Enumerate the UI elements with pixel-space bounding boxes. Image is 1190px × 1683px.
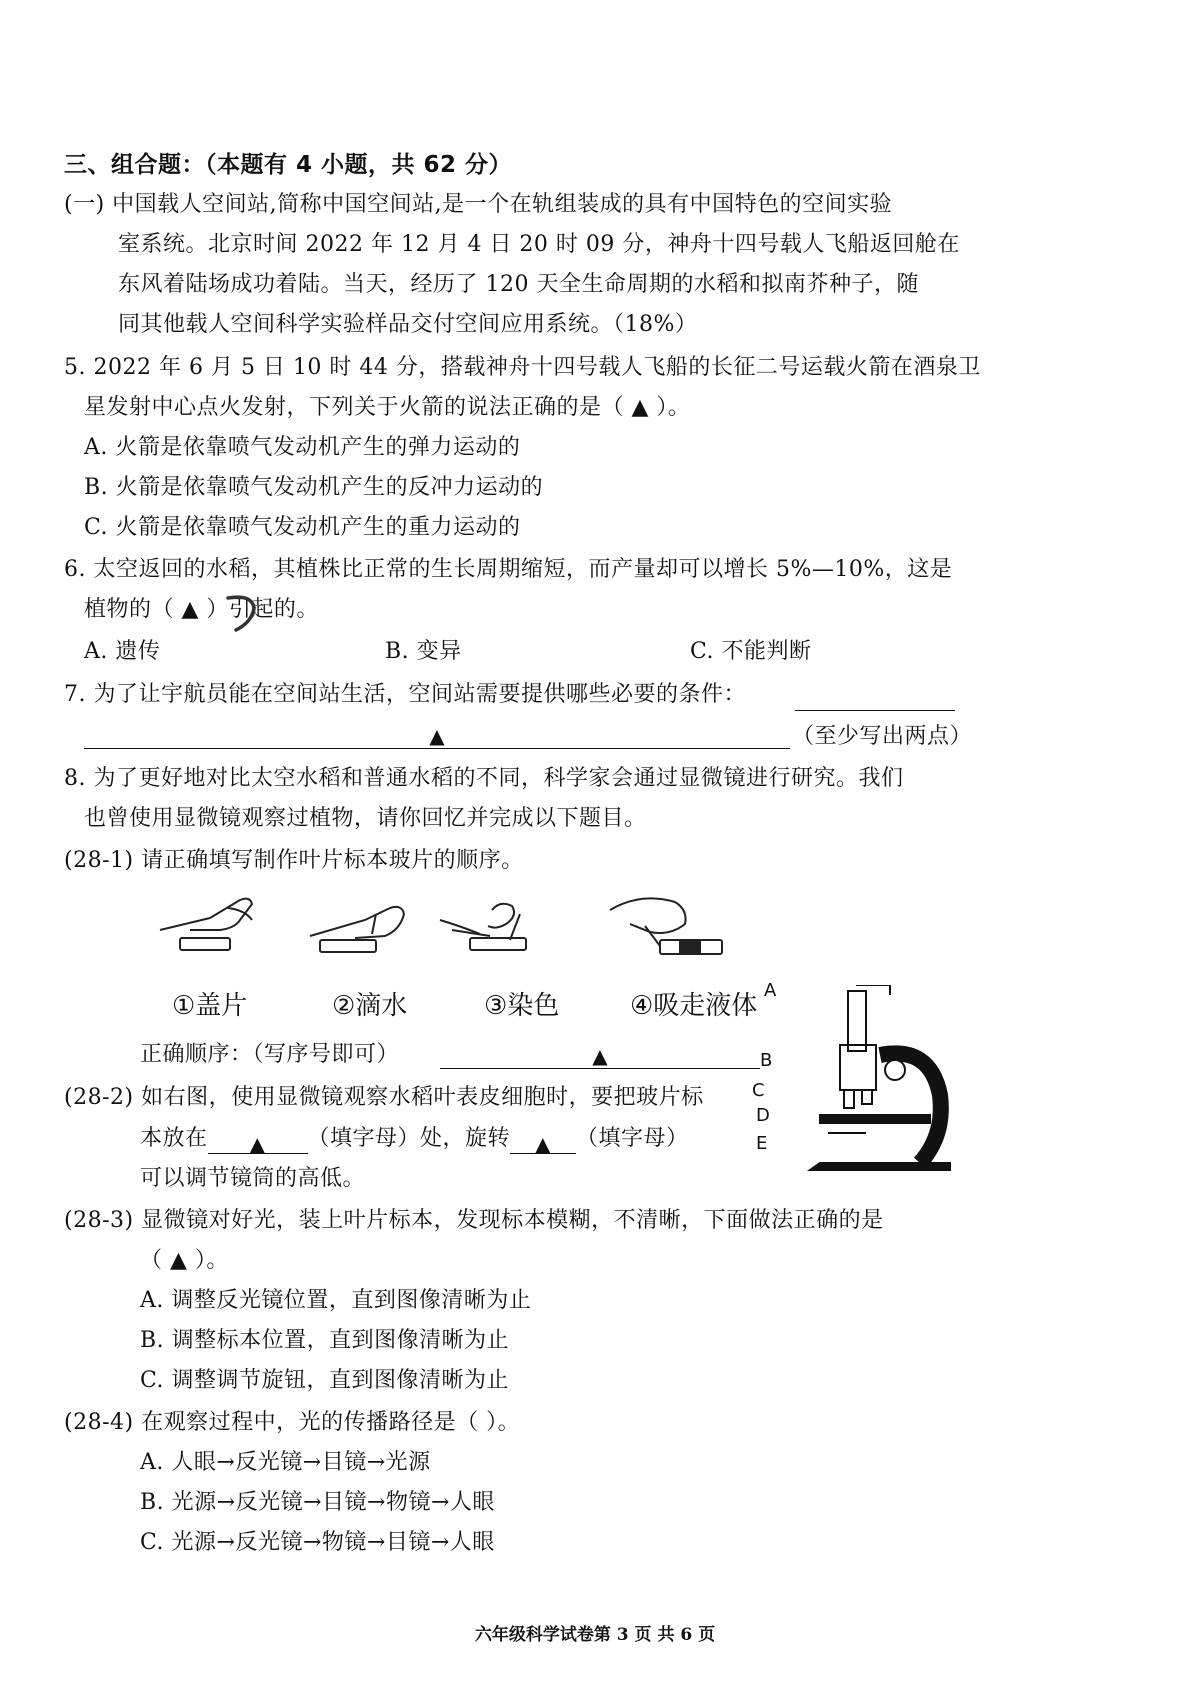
- q6-option-a: A. 遗传: [84, 639, 161, 664]
- answer-marker: ▲: [535, 1132, 551, 1156]
- order-label: 正确顺序：（写序号即可）: [140, 1042, 400, 1067]
- q28-4-text: (28-4) 在观察过程中，光的传播路径是（ ）。: [64, 1410, 521, 1435]
- intro-line-2: 室系统。北京时间 2022 年 12 月 4 日 20 时 09 分，神舟十四号载人飞船返回舱在: [118, 232, 960, 257]
- q6-option-b: B. 变异: [385, 639, 462, 664]
- microscope-diagram: [752, 980, 980, 1180]
- q8-line-1: 8. 为了更好地对比太空水稻和普通水稻的不同，科学家会通过显微镜进行研究。我们: [64, 766, 904, 791]
- q28-2-line-2: [140, 1124, 689, 1154]
- q28-3-option-b: B. 调整标本位置，直到图像清晰为止: [140, 1328, 510, 1353]
- step-4-label: ④吸走液体: [630, 991, 758, 1021]
- knob-answer-blank[interactable]: [510, 1129, 576, 1154]
- q7-answer-blank-1[interactable]: [795, 686, 955, 711]
- q28-3-line-2: （ ▲ ）。: [140, 1248, 229, 1273]
- stage-answer-blank[interactable]: [208, 1129, 308, 1154]
- q28-2-text-c: （填字母）: [576, 1126, 689, 1151]
- q28-2-line-3: 可以调节镜筒的高低。: [140, 1166, 366, 1191]
- answer-marker: ▲: [592, 1044, 608, 1068]
- q7-line-1: 7. 为了让宇航员能在空间站生活，空间站需要提供哪些必要的条件：: [64, 682, 746, 707]
- q28-4-option-c: C. 光源→反光镜→物镜→目镜→人眼: [140, 1530, 495, 1555]
- label-d: D: [756, 1105, 770, 1126]
- q28-2-line-1: (28-2) 如右图，使用显微镜观察水稻叶表皮细胞时，要把玻片标: [64, 1085, 704, 1110]
- q8-line-2: 也曾使用显微镜观察过植物，请你回忆并完成以下题目。: [84, 806, 647, 831]
- step-2-label: ②滴水: [332, 991, 408, 1021]
- label-a: A: [764, 980, 777, 1001]
- q28-3-option-a: A. 调整反光镜位置，直到图像清晰为止: [140, 1288, 532, 1313]
- q7-answer-blank-2[interactable]: [84, 724, 790, 749]
- intro-line-4: 同其他载人空间科学实验样品交付空间应用系统。（18%）: [118, 312, 698, 337]
- q5-line-1: 5. 2022 年 6 月 5 日 10 时 44 分，搭载神舟十四号载人飞船的长征二号运载火箭在酒泉卫: [64, 355, 981, 380]
- q6-line-1: 6. 太空返回的水稻，其植株比正常的生长周期缩短，而产量却可以增长 5%—10%，这是: [64, 557, 953, 582]
- q5-option-c: C. 火箭是依靠喷气发动机产生的重力运动的: [84, 515, 521, 540]
- q28-2-text-b: （填字母）处，旋转: [307, 1126, 511, 1151]
- q28-1-text: (28-1) 请正确填写制作叶片标本玻片的顺序。: [64, 848, 524, 873]
- q5-option-b: B. 火箭是依靠喷气发动机产生的反冲力运动的: [84, 475, 544, 500]
- q28-4-option-a: A. 人眼→反光镜→目镜→光源: [140, 1450, 431, 1475]
- intro-line-3: 东风着陆场成功着陆。当天，经历了 120 天全生命周期的水稻和拟南芥种子，随: [118, 272, 919, 297]
- order-answer-blank[interactable]: [440, 1044, 760, 1069]
- q5-line-2: 星发射中心点火发射，下列关于火箭的说法正确的是（ ▲ ）。: [84, 395, 691, 420]
- answer-marker: ▲: [429, 724, 445, 748]
- intro-line-1: (一) 中国载人空间站,简称中国空间站,是一个在轨组装成的具有中国特色的空间实验: [64, 192, 893, 217]
- q6-line-2: 植物的（ ▲ ）引起的。: [84, 597, 319, 622]
- q28-2-text-a: 本放在: [140, 1126, 208, 1151]
- q28-3-option-c: C. 调整调节旋钮，直到图像清晰为止: [140, 1368, 510, 1393]
- q28-3-line-1: (28-3) 显微镜对好光，装上叶片标本，发现标本模糊，不清晰，下面做法正确的是: [64, 1208, 884, 1233]
- microscope-drawing: [780, 985, 980, 1180]
- q5-option-a: A. 火箭是依靠喷气发动机产生的弹力运动的: [84, 435, 521, 460]
- page-footer: 六年级科学试卷第 3 页 共 6 页: [474, 1625, 716, 1645]
- label-b: B: [760, 1050, 773, 1071]
- label-c: C: [752, 1080, 765, 1101]
- handwritten-mark: [222, 592, 262, 636]
- step-3-label: ③染色: [484, 991, 560, 1021]
- step-1-label: ①盖片: [172, 991, 248, 1021]
- answer-marker: ▲: [249, 1132, 266, 1156]
- q7-hint: （至少写出两点）: [792, 724, 973, 749]
- q6-option-c: C. 不能判断: [690, 639, 812, 664]
- q28-4-option-b: B. 光源→反光镜→目镜→物镜→人眼: [140, 1490, 495, 1515]
- section-title: 三、组合题：（本题有 4 小题，共 62 分）: [64, 152, 513, 178]
- label-e: E: [756, 1133, 768, 1154]
